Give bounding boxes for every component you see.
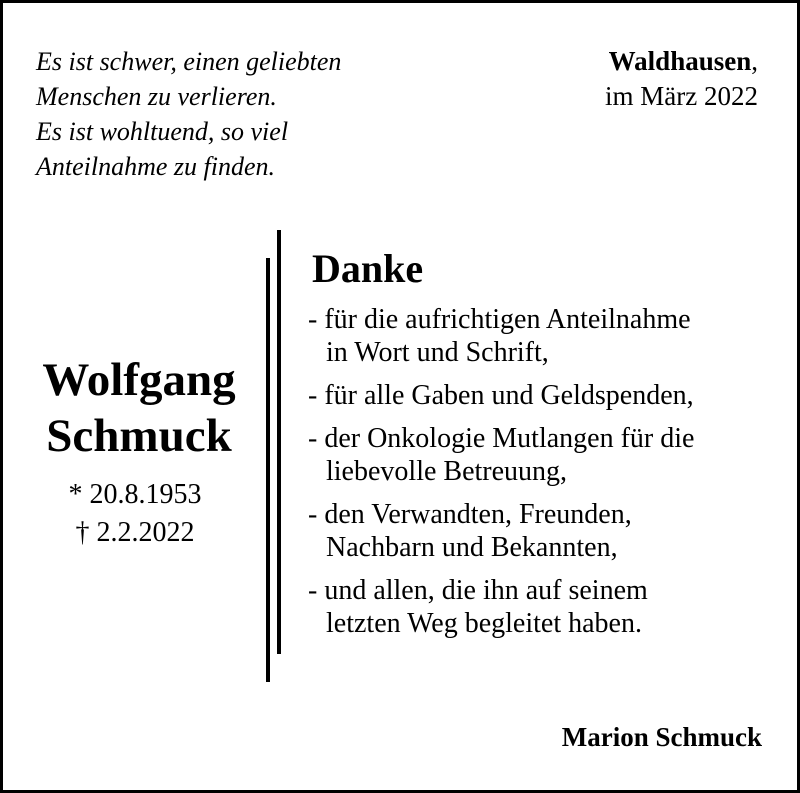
thanks-item-line: - für alle Gaben und Geldspenden, — [308, 380, 694, 411]
thanks-item-line: - für die aufrichtigen Anteilnahme — [308, 304, 691, 335]
divider-bar-right — [277, 230, 281, 654]
thanks-item — [308, 379, 694, 412]
place-date-block — [605, 44, 758, 114]
quote-line: Menschen zu verlieren. — [36, 82, 277, 111]
quote-line: Anteilnahme zu finden. — [36, 152, 276, 181]
thanks-item-line: liebevolle Betreuung, — [326, 456, 568, 487]
deceased-name — [0, 352, 278, 464]
deceased-last-name: Schmuck — [46, 410, 232, 462]
life-dates — [0, 476, 270, 552]
thanks-item-line: Nachbarn und Bekannten, — [326, 532, 618, 563]
place-city: Waldhausen — [608, 46, 752, 76]
quote-line: Es ist wohltuend, so viel — [36, 117, 289, 146]
thanks-item-line: - der Onkologie Mutlangen für die — [308, 423, 695, 454]
thanks-item — [308, 574, 694, 640]
divider-bar-left — [266, 258, 270, 682]
quote-block — [36, 44, 341, 184]
thanks-item-line: in Wort und Schrift, — [326, 337, 549, 368]
birth-date: * 20.8.1953 — [68, 479, 202, 510]
thanks-item-line: - den Verwandten, Freunden, — [308, 499, 632, 530]
thanks-title: Danke — [312, 246, 424, 291]
thanks-item — [308, 498, 694, 564]
quote-line: Es ist schwer, einen geliebten — [36, 47, 342, 76]
thanks-list — [308, 303, 694, 650]
death-date: † 2.2.2022 — [75, 517, 195, 548]
thanks-item-line: letzten Weg begleitet haben. — [326, 608, 642, 639]
thanks-item — [308, 422, 694, 488]
thanks-item — [308, 303, 694, 369]
thanks-item-line: - und allen, die ihn auf seinem — [308, 575, 648, 606]
place-date: im März 2022 — [605, 81, 758, 111]
signature: Marion Schmuck — [561, 722, 762, 752]
deceased-first-name: Wolfgang — [42, 354, 236, 406]
place-comma: , — [751, 46, 758, 76]
